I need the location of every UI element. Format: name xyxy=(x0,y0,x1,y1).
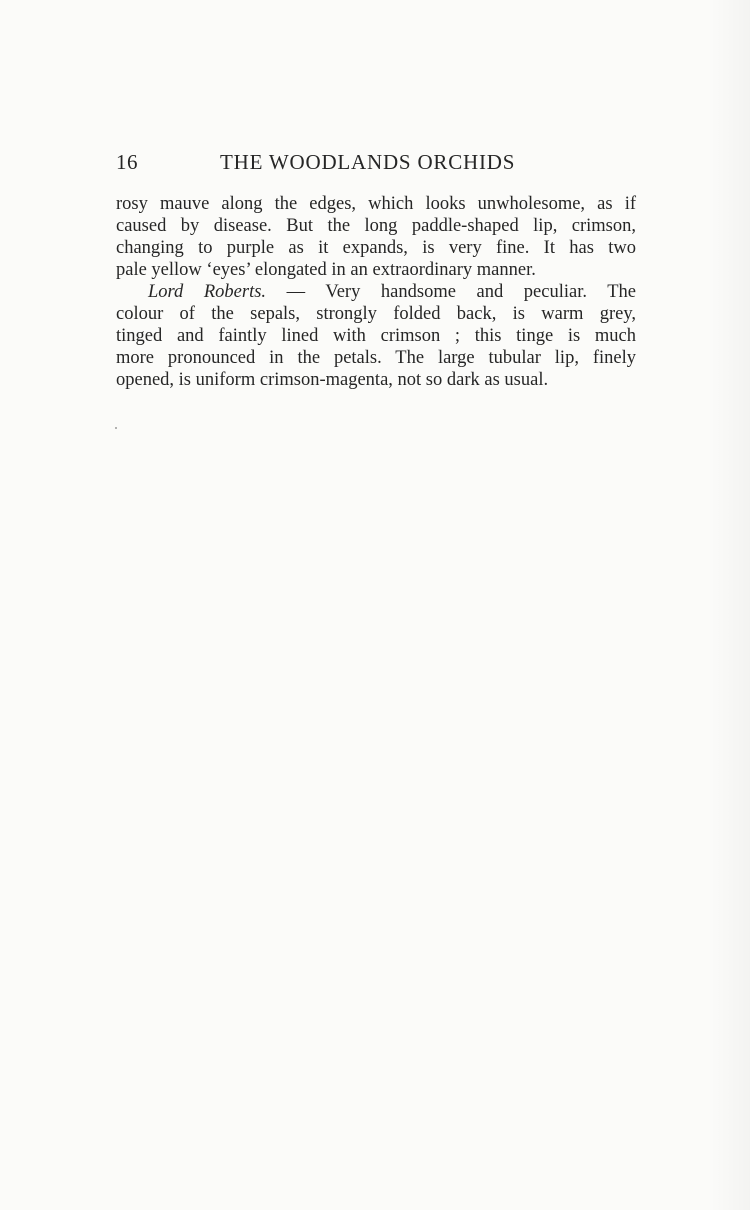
text-line xyxy=(116,281,636,303)
text-line: opened, is uniform crimson-magenta, not so dark as usual. xyxy=(116,370,549,390)
text-line: rosy mauve along the edges, which looks unwholesome, as if xyxy=(116,194,636,214)
entry-description: — Very handsome and peculiar. The xyxy=(266,282,636,302)
text-line: tinged and faintly lined with crimson ; this tinge is much xyxy=(116,326,636,346)
text-line: caused by disease. But the long paddle-shaped lip, crimson, xyxy=(116,216,636,236)
ink-speck xyxy=(115,427,117,429)
running-head xyxy=(116,150,636,180)
text-line: more pronounced in the petals. The large tubular lip, finely xyxy=(116,348,636,368)
paragraph-1 xyxy=(116,193,636,281)
body-text xyxy=(116,193,636,391)
entry-name: Lord Roberts. xyxy=(148,282,267,302)
page-edge-shadow xyxy=(710,0,750,1210)
text-line: colour of the sepals, strongly folded back, is warm grey, xyxy=(116,304,636,324)
text-line: changing to purple as it expands, is very fine. It has two xyxy=(116,238,636,258)
page-number: 16 xyxy=(116,150,138,174)
paragraph-2 xyxy=(116,281,636,391)
text-line: pale yellow ‘eyes’ elongated in an extraordinary manner. xyxy=(116,260,536,280)
running-title: THE WOODLANDS ORCHIDS xyxy=(220,150,516,174)
